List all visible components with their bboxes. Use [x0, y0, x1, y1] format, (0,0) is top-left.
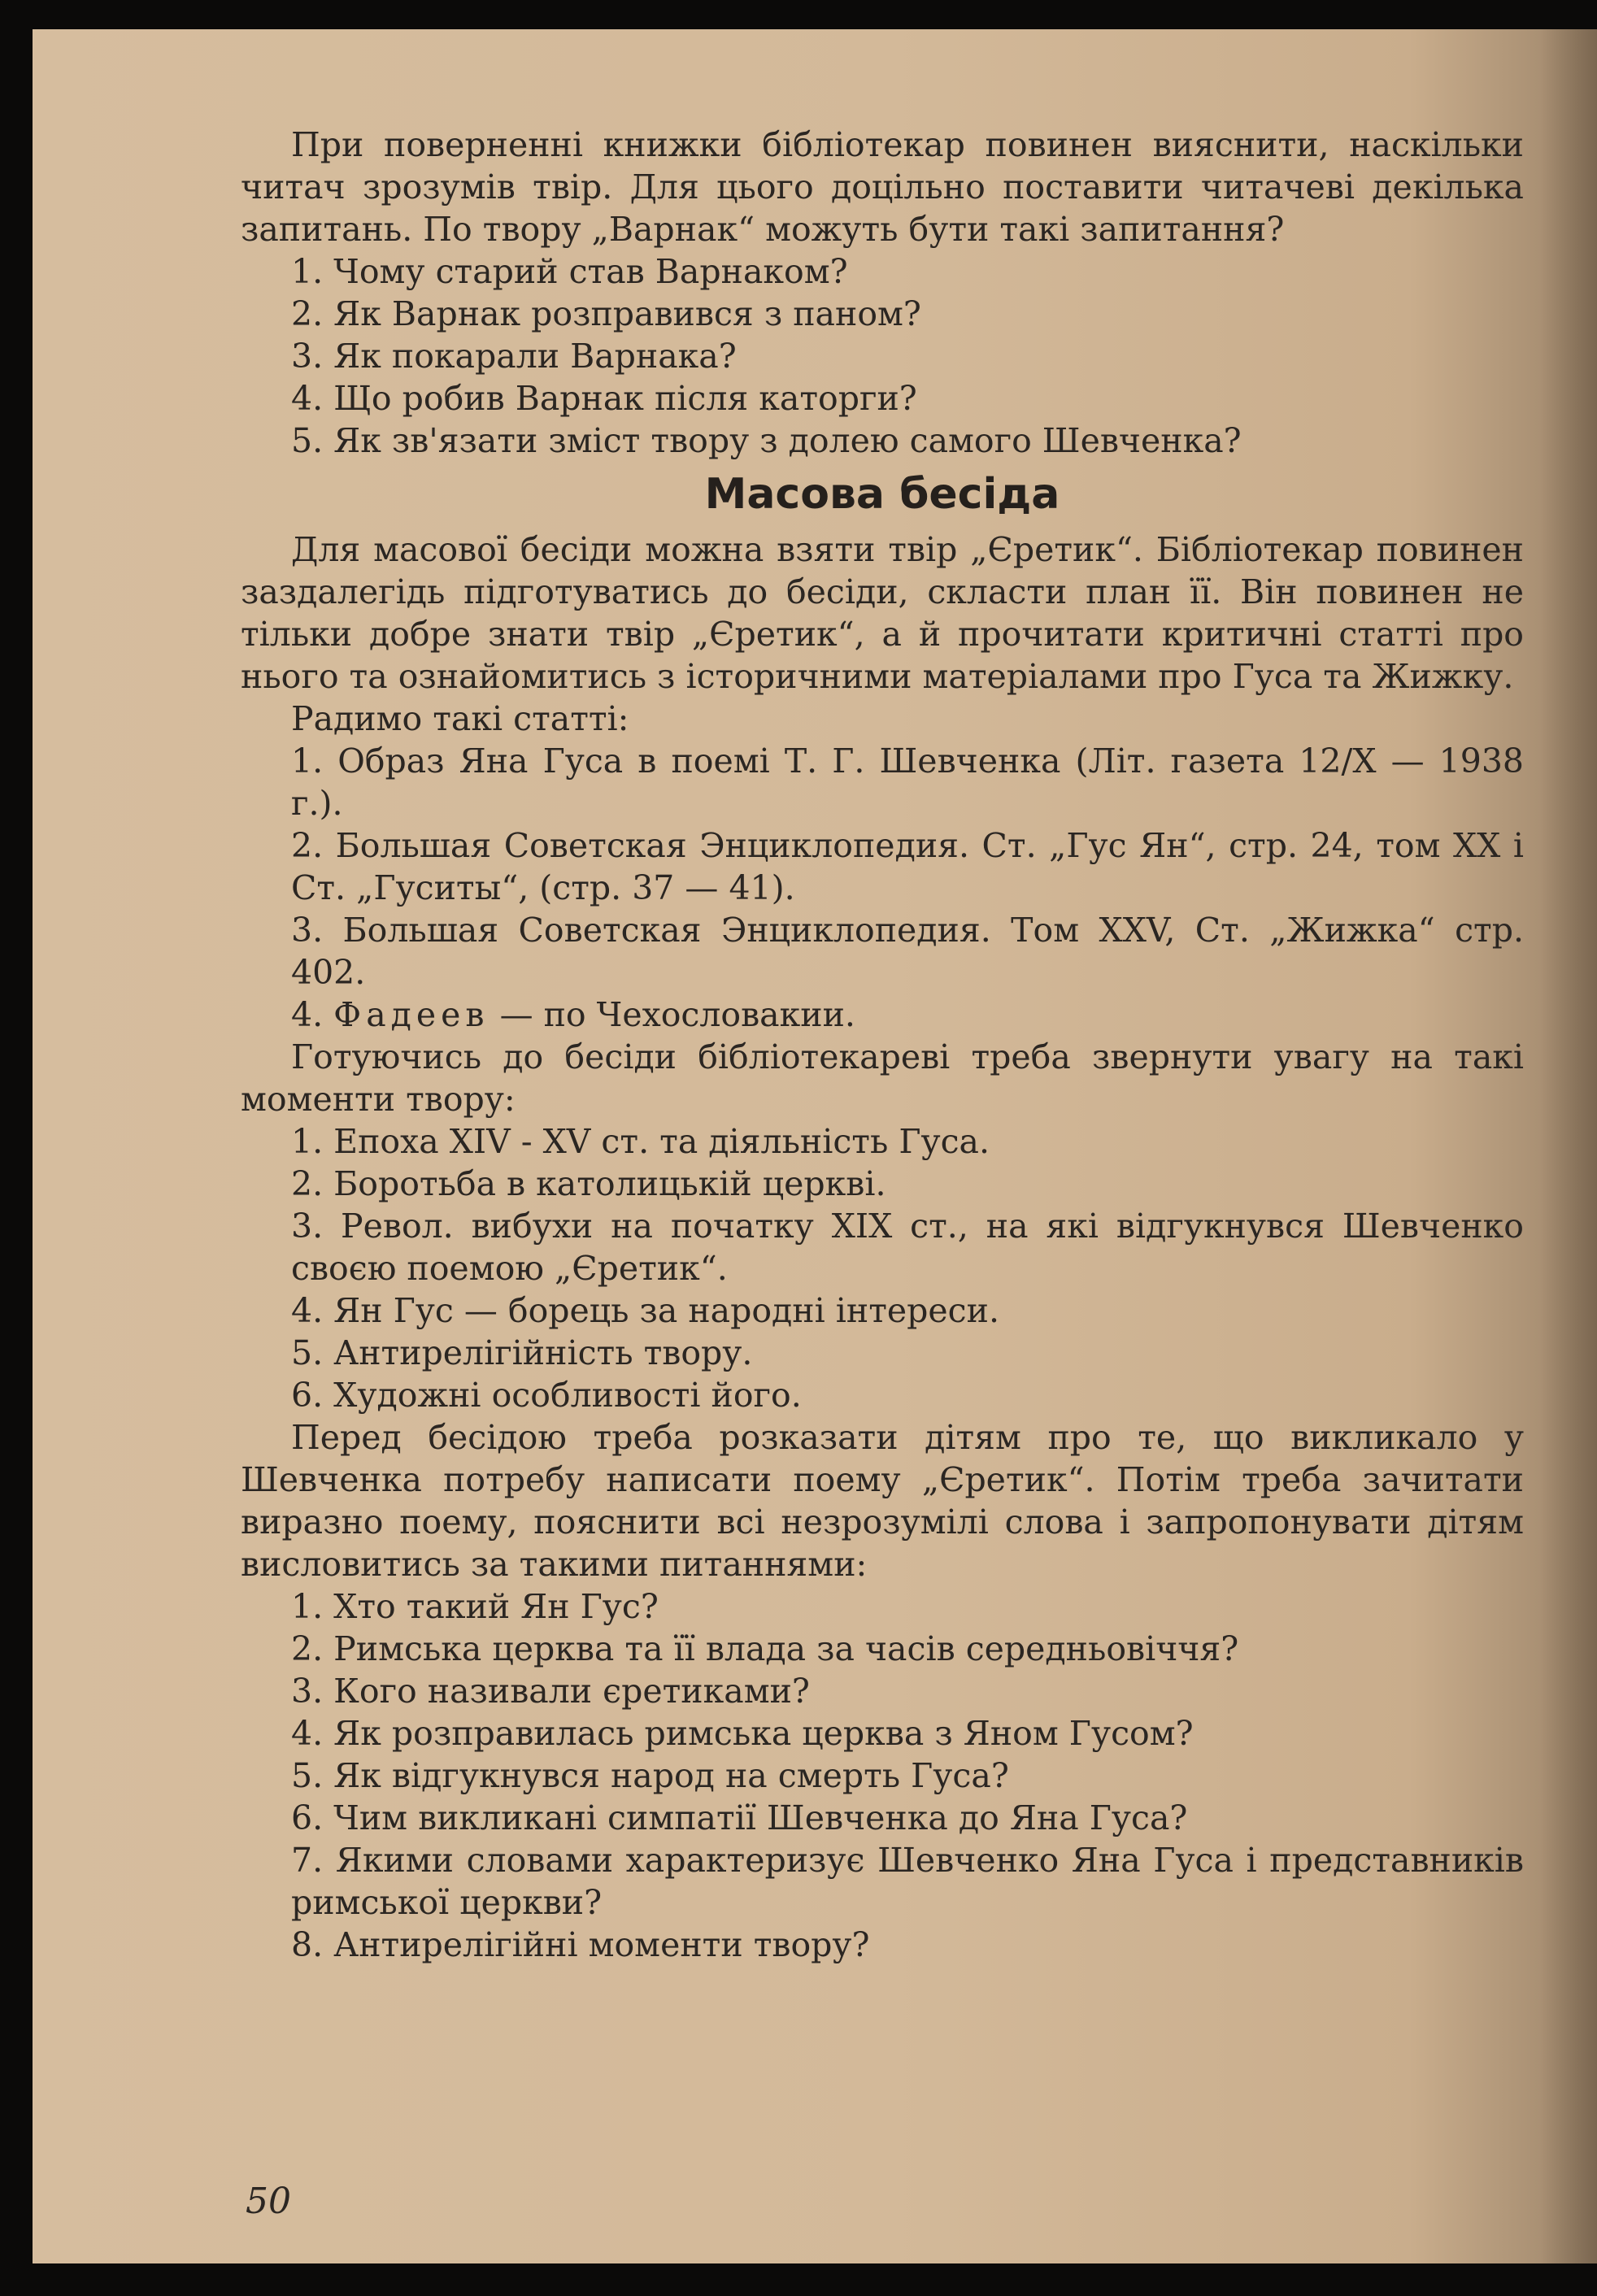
discussion-question: 2. Римська церква та її влада за часів середньовіччя? — [291, 1629, 1239, 1668]
intro-question: 2. Як Варнак розправився з паном? — [291, 294, 921, 333]
article-item: 3. Большая Советская Энциклопедия. Том XXV, Ст. „Жижка“ стр. 402. — [291, 911, 1524, 992]
article-item — [241, 994, 1524, 1036]
intro-question: 4. Що робив Варнак після каторги? — [291, 379, 917, 418]
moment-item: 5. Антирелігійність твору. — [291, 1333, 753, 1372]
discussion-question: 1. Хто такий Ян Гус? — [291, 1587, 659, 1626]
moment-item: 2. Боротьба в католицькій церкві. — [291, 1164, 886, 1203]
discussion-question: 4. Як розправилась римська церква з Яном Гусом? — [291, 1714, 1194, 1753]
article-author: Фадеев — [333, 995, 490, 1034]
article-item: 2. Большая Советская Энциклопедия. Ст. „Гус Ян“, стр. 24, том XX і Ст. „Гуситы“, (стр. 37 — 41). — [291, 826, 1524, 907]
book-page — [33, 29, 1597, 2263]
moment-item: 3. Револ. вибухи на початку XIX ст., на які відгукнувся Шевченко своєю поемою „Єретик“. — [291, 1207, 1524, 1288]
intro-question: 3. Як покарали Варнака? — [291, 337, 737, 376]
page-spine-shadow — [1540, 29, 1597, 2263]
discussion-paragraph: Перед бесідою треба розказати дітям про те, що викликало у Шевченка потребу написати поему „Єретик“. Потім треба зачитати виразно поему, пояснити всі незрозумілі слова і запропонувати дітям висловитись за такими питаннями: — [241, 1418, 1524, 1584]
section-heading: Масова бесіда — [704, 470, 1060, 519]
intro-question: 1. Чому старий став Варнаком? — [291, 252, 848, 291]
intro-question: 5. Як зв'язати зміст твору з долею самого Шевченка? — [291, 421, 1242, 460]
article-number: 4. — [291, 995, 324, 1034]
discussion-question: 6. Чим викликані симпатії Шевченка до Яна Гуса? — [291, 1798, 1188, 1837]
moment-item: 4. Ян Гус — борець за народні інтереси. — [291, 1291, 999, 1330]
moment-item: 1. Епоха XIV - XV ст. та діяльність Гуса. — [291, 1122, 990, 1161]
section-paragraph: Для масової бесіди можна взяти твір „Єретик“. Бібліотекар повинен заздалегідь підготуватись до бесіди, скласти план її. Він повинен не тільки добре знати твір „Єретик“, а й прочитати критичні статті про нього та ознайомитись з історичними матеріалами про Гуса та Жижку. — [241, 530, 1524, 696]
discussion-question: 8. Антирелігійні моменти твору? — [291, 1925, 870, 1964]
page-number: 50 — [246, 2181, 291, 2222]
moment-item: 6. Художні особливості його. — [291, 1376, 802, 1415]
articles-intro: Радимо такі статті: — [291, 699, 629, 738]
intro-paragraph: При поверненні книжки бібліотекар повинен вияснити, наскільки читач зрозумів твір. Для цього доцільно поставити читачеві декілька запитань. По твору „Варнак“ можуть бути такі запитання? — [241, 125, 1524, 249]
moments-intro: Готуючись до бесіди бібліотекареві треба звернути увагу на такі моменти твору: — [241, 1037, 1524, 1119]
page-text — [241, 124, 1524, 1966]
article-title: — по Чехословакии. — [499, 995, 855, 1034]
discussion-question: 3. Кого називали єретиками? — [291, 1672, 810, 1711]
article-item: 1. Образ Яна Гуса в поемі Т. Г. Шевченка (Літ. газета 12/X — 1938 г.). — [291, 741, 1524, 823]
discussion-question: 5. Як відгукнувся народ на смерть Гуса? — [291, 1756, 1009, 1795]
discussion-question: 7. Якими словами характеризує Шевченко Яна Гуса і представників римської церкви? — [291, 1841, 1524, 1922]
